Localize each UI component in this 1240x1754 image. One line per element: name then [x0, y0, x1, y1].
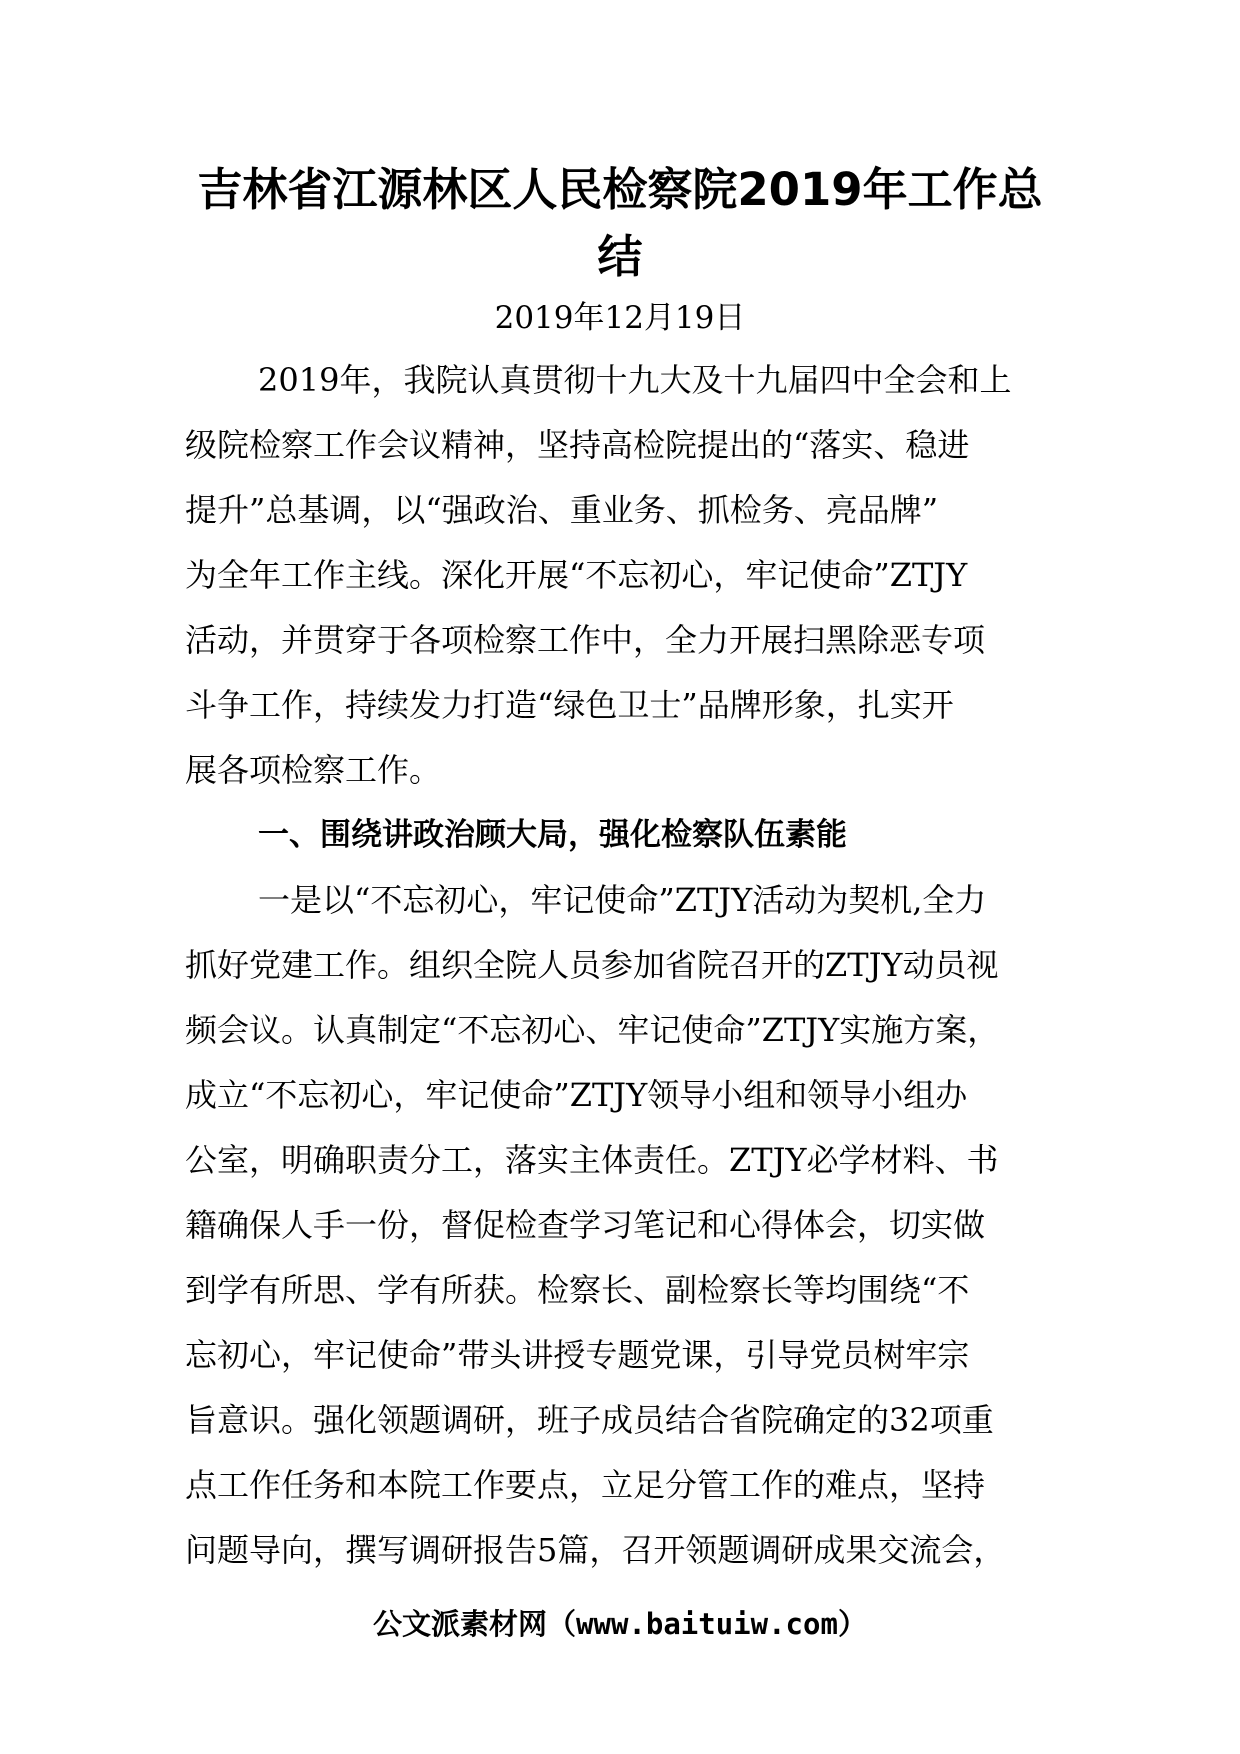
section-line: 点工作任务和本院工作要点，立足分管工作的难点，坚持: [185, 1466, 986, 1504]
intro-line: 2019年，我院认真贯彻十九大及十九届四中全会和上: [258, 361, 1012, 399]
intro-line: 提升”总基调，以“强政治、重业务、抓检务、亮品牌”: [185, 491, 939, 529]
document-date: 2019年12月19日: [494, 300, 746, 336]
intro-line: 活动，并贯穿于各项检察工作中，全力开展扫黑除恶专项: [185, 621, 986, 659]
intro-line: 斗争工作，持续发力打造“绿色卫士”品牌形象，扎实开: [185, 686, 954, 724]
section-line: 到学有所思、学有所获。检察长、副检察长等均围绕“不: [185, 1271, 970, 1309]
footer-label: 公文派素材网: [373, 1607, 548, 1641]
section-line: 问题导向，撰写调研报告5篇，召开领题调研成果交流会，: [185, 1531, 1006, 1569]
section-line: 抓好党建工作。组织全院人员参加省院召开的ZTJY动员视: [185, 946, 999, 984]
section-line: 旨意识。强化领题调研，班子成员结合省院确定的32项重: [185, 1401, 994, 1439]
intro-line: 为全年工作主线。深化开展“不忘初心，牢记使命”ZTJY: [185, 556, 968, 594]
section-line: 成立“不忘初心，牢记使命”ZTJY领导小组和领导小组办: [185, 1076, 968, 1114]
section-line: 籍确保人手一份，督促检查学习笔记和心得体会，切实做: [185, 1206, 986, 1244]
page-footer: [150, 1604, 1090, 1644]
intro-line: 级院检察工作会议精神，坚持高检院提出的“落实、稳进: [185, 426, 970, 464]
section-line: 一是以“不忘初心，牢记使命”ZTJY活动为契机,全力: [258, 881, 987, 919]
section-line: 忘初心，牢记使命”带头讲授专题党课，引导党员树牢宗: [185, 1336, 970, 1374]
footer-url[interactable]: （www.baituiw.com）: [547, 1607, 867, 1641]
document-title-line-1: 吉林省江源林区人民检察院2019年工作总: [197, 163, 1043, 216]
section-heading: 一、围绕讲政治顾大局，强化检察队伍素能: [258, 817, 847, 853]
intro-line: 展各项检察工作。: [185, 751, 442, 789]
document-title-line-2: 结: [597, 230, 643, 283]
section-line: 公室，明确职责分工，落实主体责任。ZTJY必学材料、书: [185, 1141, 999, 1179]
section-line: 频会议。认真制定“不忘初心、牢记使命”ZTJY实施方案，: [185, 1011, 1000, 1049]
